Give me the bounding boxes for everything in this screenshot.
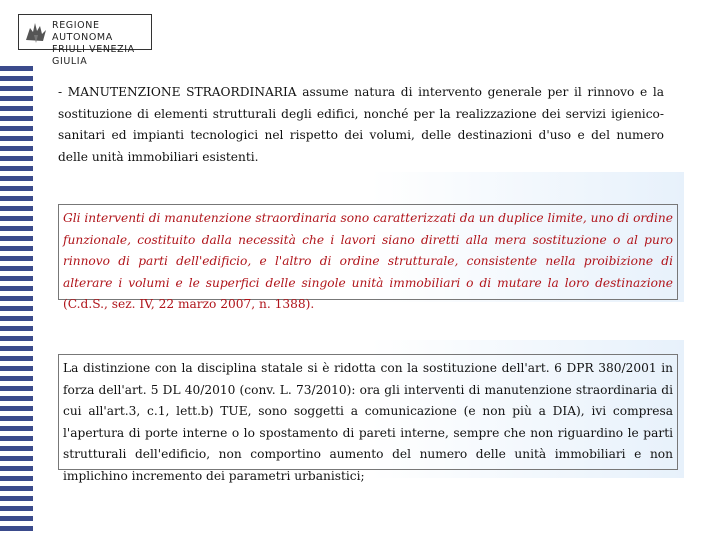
logo-line-1: REGIONE AUTONOMA (52, 20, 113, 43)
regulation-text: La distinzione con la disciplina statale si è ridotta con la sostituzione dell'art. 6 DPR 380/2001 in forza dell'art. 5 DL 40/2010 (conv. L. 73/2010): ora gli interventi di manutenzione straordinaria di cui all'art.3, c.1, lett.b) TUE, sono soggetti a comunicazione (e non più a DIA), ivi compresa l'apertura di porte interne o lo spostamento di pareti interne, sempre che non riguardino le parti strutturali dell'edificio, non comportino aumento del numero delle unità immobiliari e non implichino incremento dei parametri urbanistici; (58, 354, 678, 470)
region-logo (18, 14, 152, 67)
jurisprudence-box (58, 172, 684, 311)
regulation-box (58, 340, 684, 483)
paragraph-manutenzione-straordinaria: - MANUTENZIONE STRAORDINARIA assume natura di intervento generale per il rinnovo e la sostituzione di elementi strutturali degli edifici, nonché per la realizzazione dei servizi igienico-sanitari ed impianti tecnologici nel rispetto dei volumi, delle destinazioni d'uso e del numero delle unità immobiliari esistenti. (58, 85, 664, 164)
eagle-emblem-icon (22, 18, 50, 46)
jurisprudence-reference: (C.d.S., sez. IV, 22 marzo 2007, n. 1388). (63, 297, 315, 311)
jurisprudence-text: Gli interventi di manutenzione straordinaria sono caratterizzati da un duplice limite, uno di ordine funzionale, costituito dalla necessità che i lavori siano diretti alla mera sostituzione o al puro rinnovo di parti dell'edificio, e l'altro di ordine strutturale, consistente nella proibizione di alterare i volumi e le superfici delle singole unità immobiliari o di mutare la loro destinazione (63, 211, 673, 290)
jurisprudence-quote (58, 204, 678, 311)
decorative-stripe-bar (0, 66, 33, 534)
logo-text (52, 20, 151, 68)
logo-line-2: FRIULI VENEZIA GIULIA (52, 44, 135, 67)
